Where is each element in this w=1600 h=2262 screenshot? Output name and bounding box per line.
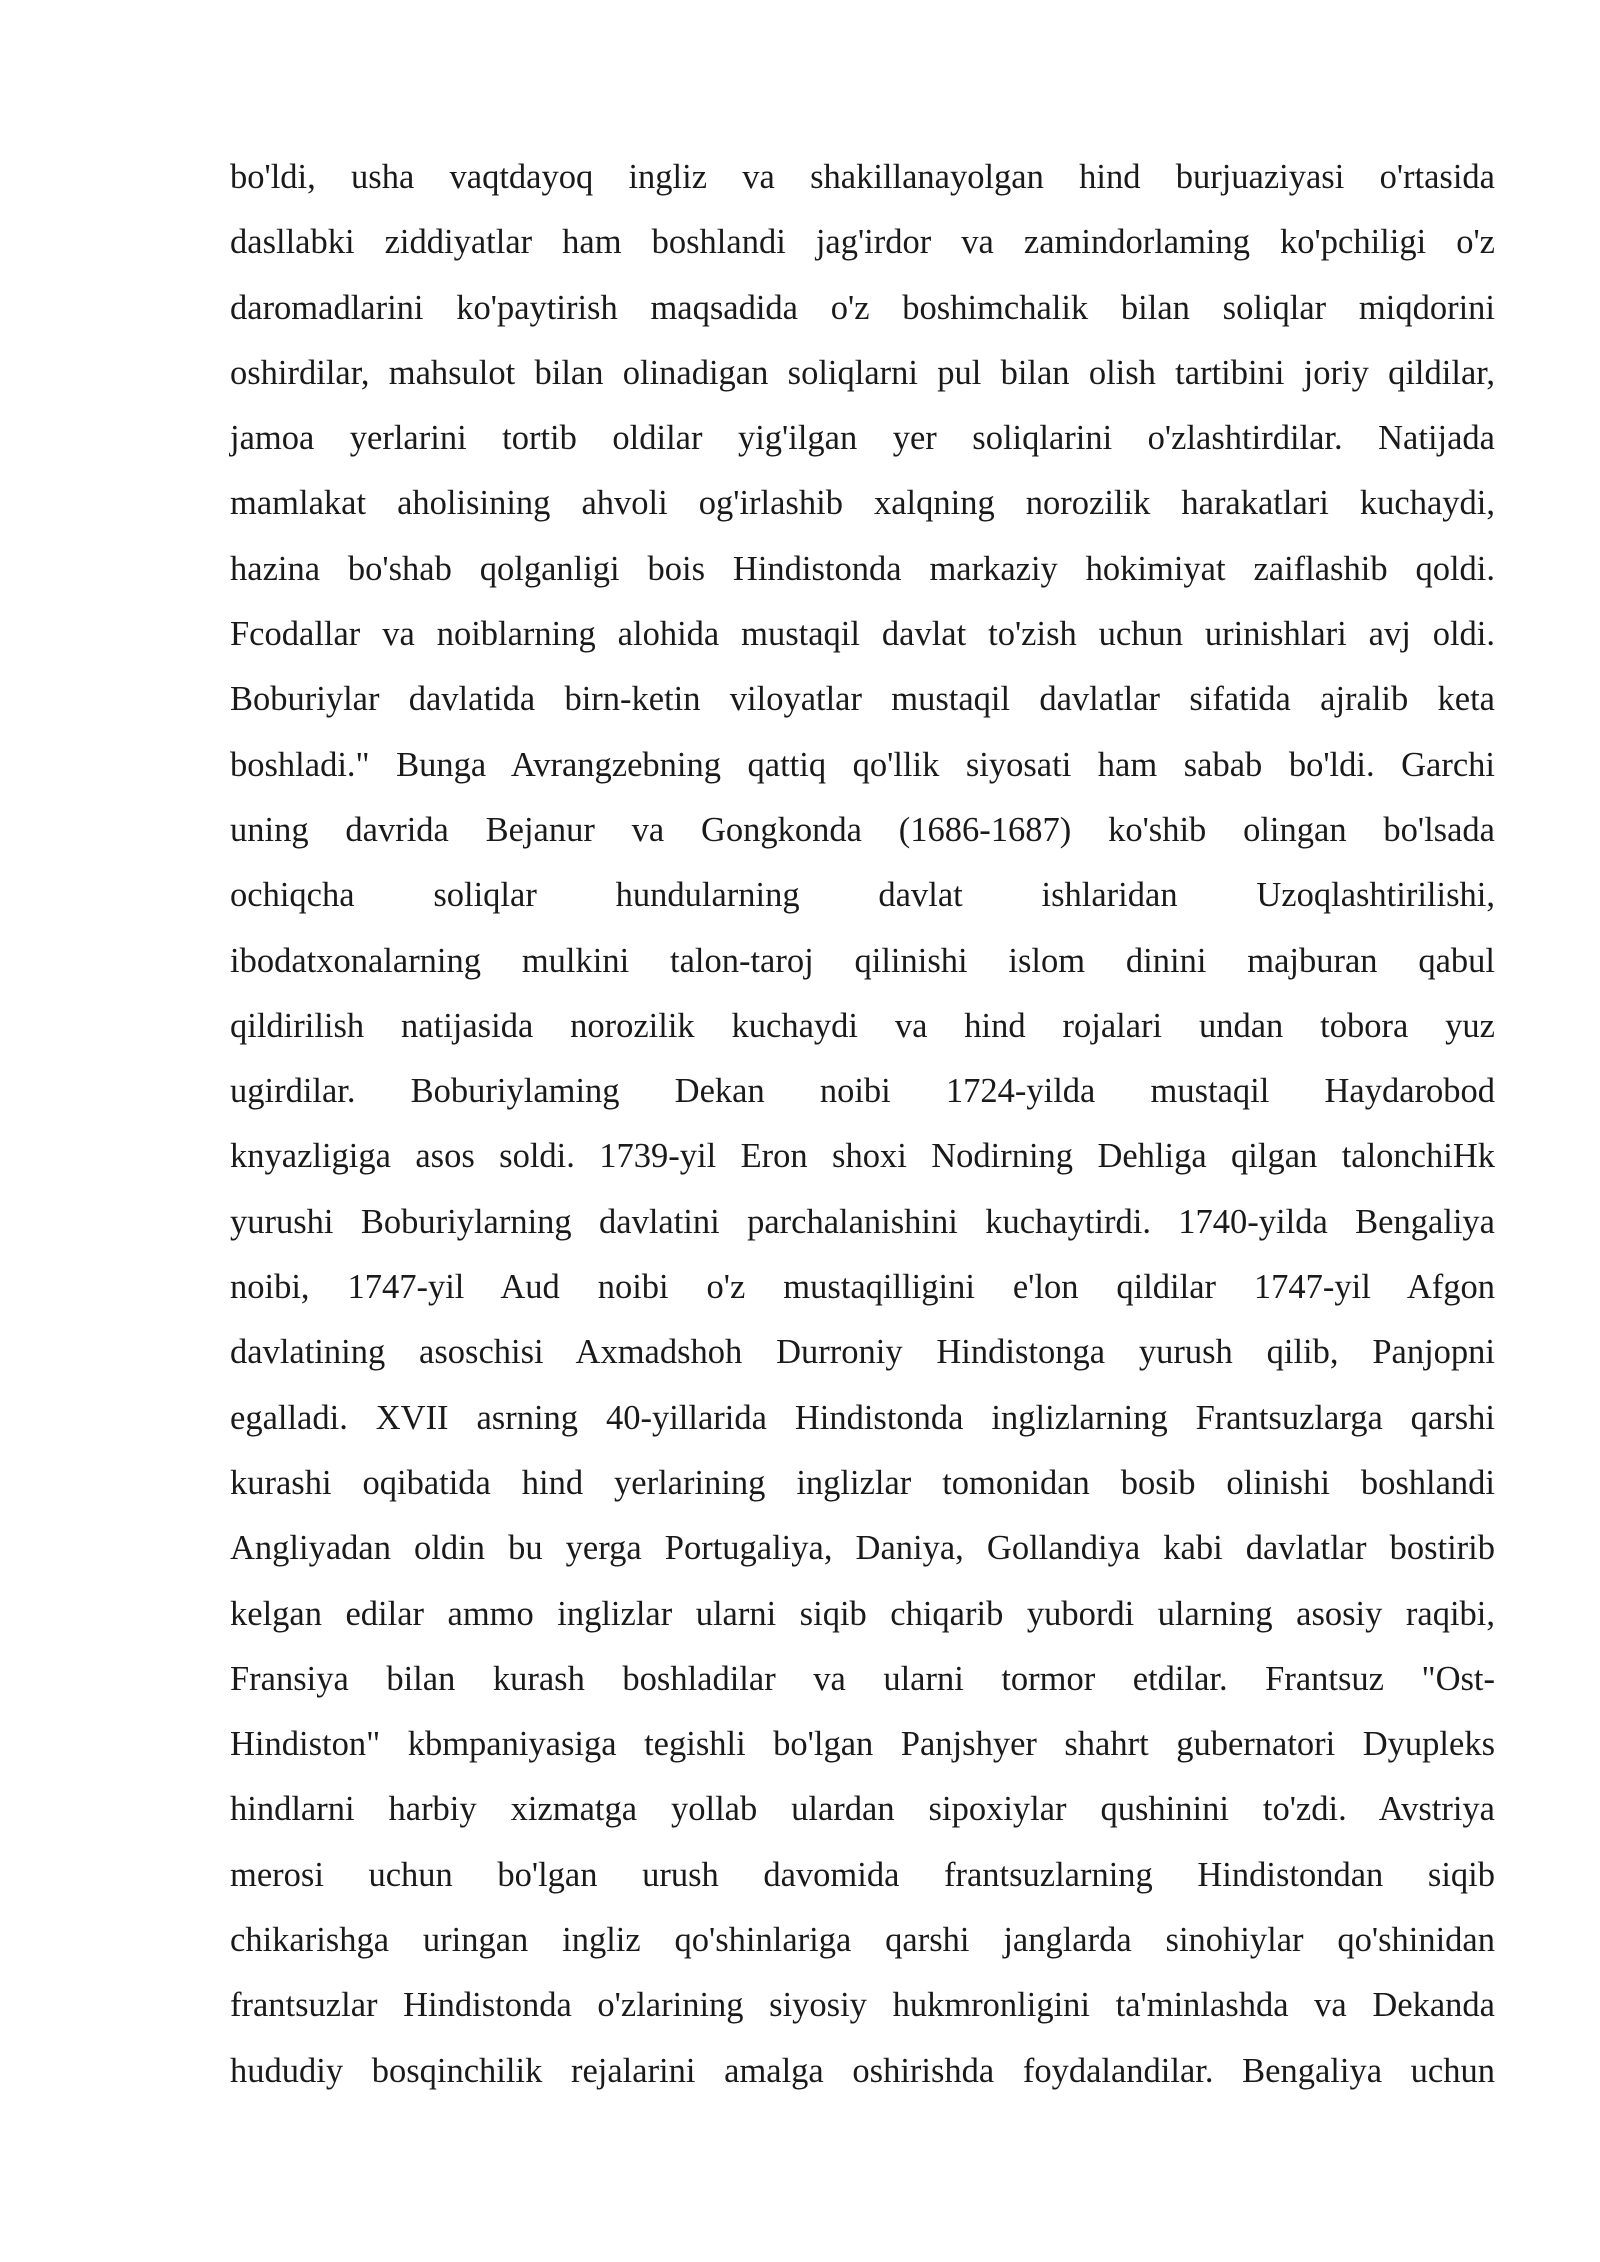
text-line: Boburiylar davlatida birn-ketin viloyatlar mustaqil davlatlar sifatida ajralib keta — [230, 680, 1495, 719]
body-text — [230, 145, 1495, 2104]
text-line: knyazligiga asos soldi. 1739-yil Eron shoxi Nodirning Dehliga qilgan talonchiHk — [230, 1137, 1495, 1176]
text-line: jamoa yerlarini tortib oldilar yig'ilgan yer soliqlarini o'zlashtirdilar. Natijada — [230, 419, 1495, 458]
text-line: kelgan edilar ammo inglizlar ularni siqib chiqarib yubordi ularning asosiy raqibi, — [230, 1594, 1495, 1633]
text-line: egalladi. XVII asrning 40-yillarida Hindistonda inglizlarning Frantsuzlarga qarshi — [230, 1398, 1495, 1437]
text-line: kurashi oqibatida hind yerlarining inglizlar tomonidan bosib olinishi boshlandi — [230, 1463, 1495, 1502]
text-line: frantsuzlar Hindistonda o'zlarining siyosiy hukmronligini ta'minlashda va Dekanda — [230, 1986, 1495, 2025]
text-line: ochiqcha soliqlar hundularning davlat ishlaridan Uzoqlashtirilishi, — [230, 876, 1495, 915]
text-line: chikarishga uringan ingliz qo'shinlariga qarshi janglarda sinohiylar qo'shinidan — [230, 1921, 1495, 1960]
text-line: Angliyadan oldin bu yerga Portugaliya, Daniya, Gollandiya kabi davlatlar bostirib — [230, 1529, 1495, 1568]
text-line: qildirilish natijasida norozilik kuchaydi va hind rojalari undan tobora yuz — [230, 1006, 1495, 1045]
text-line: mamlakat aholisining ahvoli og'irlashib xalqning norozilik harakatlari kuchaydi, — [230, 484, 1495, 523]
text-line: boshladi." Bunga Avrangzebning qattiq qo'llik siyosati ham sabab bo'ldi. Garchi — [230, 745, 1495, 784]
text-line: Fransiya bilan kurash boshladilar va ularni tormor etdilar. Frantsuz "Ost- — [230, 1659, 1495, 1698]
text-line: ugirdilar. Boburiylaming Dekan noibi 1724-yilda mustaqil Haydarobod — [230, 1072, 1495, 1111]
text-line: hazina bo'shab qolganligi bois Hindistonda markaziy hokimiyat zaiflashib qoldi. — [230, 549, 1495, 588]
text-line: uning davrida Bejanur va Gongkonda (1686-1687) ko'shib olingan bo'lsada — [230, 810, 1495, 849]
text-line: ibodatxonalarning mulkini talon-taroj qilinishi islom dinini majburan qabul — [230, 941, 1495, 980]
text-line: noibi, 1747-yil Aud noibi o'z mustaqilligini e'lon qildilar 1747-yil Afgon — [230, 1268, 1495, 1307]
text-line: merosi uchun bo'lgan urush davomida frantsuzlarning Hindistondan siqib — [230, 1855, 1495, 1894]
text-line: bo'ldi, usha vaqtdayoq ingliz va shakillanayolgan hind burjuaziyasi o'rtasida — [230, 158, 1495, 196]
text-line: daromadlarini ko'paytirish maqsadida o'z boshimchalik bilan soliqlar miqdorini — [230, 288, 1495, 327]
text-line: Fcodallar va noiblarning alohida mustaqil davlat to'zish uchun urinishlari avj oldi. — [230, 615, 1495, 654]
text-line: hindlarni harbiy xizmatga yollab ulardan sipoxiylar qushinini to'zdi. Avstriya — [230, 1790, 1495, 1829]
text-line: oshirdilar, mahsulot bilan olinadigan soliqlarni pul bilan olish tartibini joriy qildilar, — [230, 353, 1495, 392]
text-line: hududiy bosqinchilik rejalarini amalga oshirishda foydalandilar. Bengaliya uchun — [230, 2051, 1495, 2090]
text-line: yurushi Boburiylarning davlatini parchalanishini kuchaytirdi. 1740-yilda Bengaliya — [230, 1202, 1495, 1241]
text-line: davlatining asoschisi Axmadshoh Durroniy Hindistonga yurush qilib, Panjopni — [230, 1333, 1495, 1372]
text-line: dasllabki ziddiyatlar ham boshlandi jag'irdor va zamindorlaming ko'pchiligi o'z — [230, 223, 1495, 262]
text-line: Hindiston" kbmpaniyasiga tegishli bo'lgan Panjshyer shahrt gubernatori Dyupleks — [230, 1725, 1495, 1764]
